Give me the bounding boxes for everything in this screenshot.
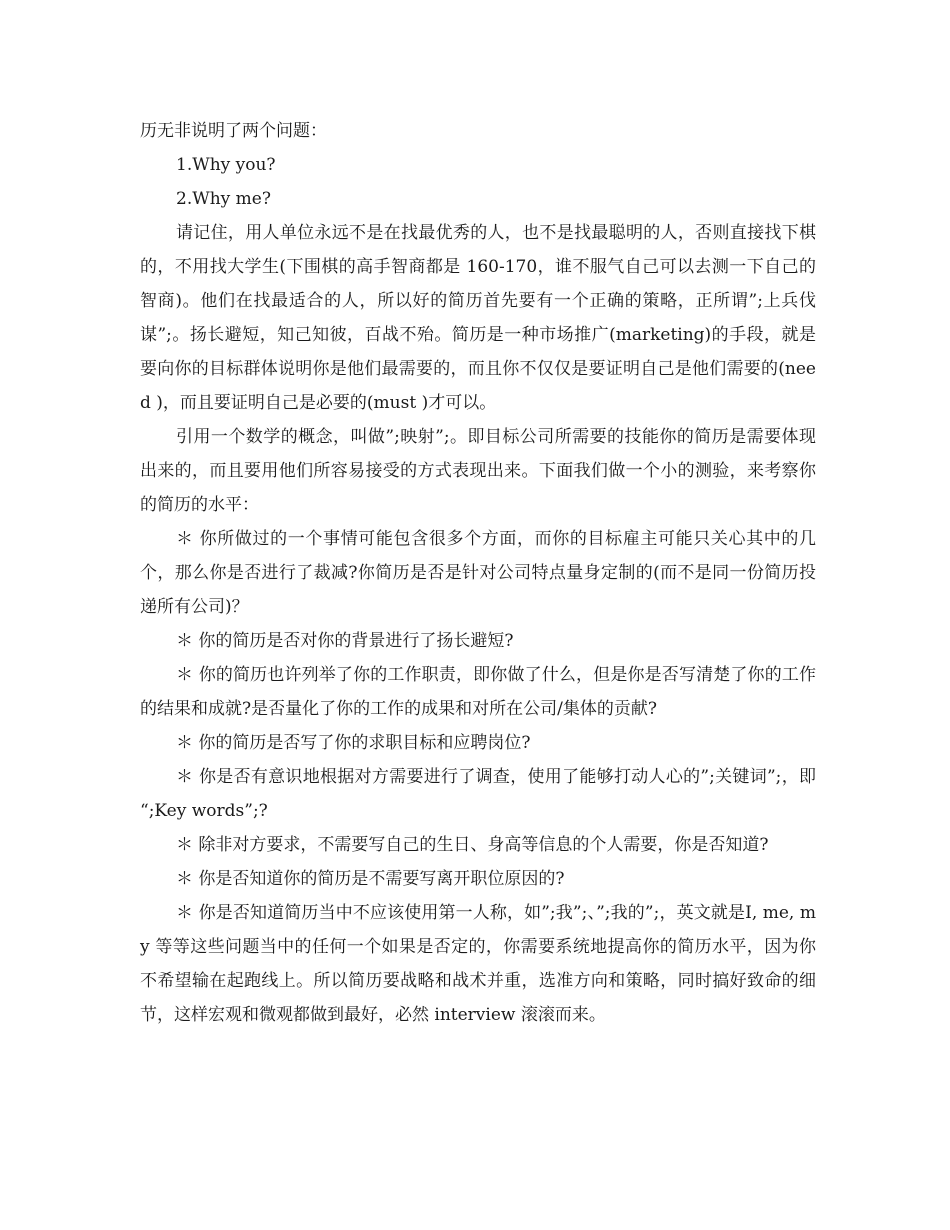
- paragraph-mapping: 引用一个数学的概念，叫做”;映射”;。即目标公司所需要的技能你的简历是需要体现出来的，而且要用他们所容易接受的方式表现出来。下面我们做一个小的测验，来考察你的简历的水平：: [140, 427, 816, 515]
- paragraph-remember: 请记住，用人单位永远不是在找最优秀的人，也不是找最聪明的人，否则直接找下棋的，不用找大学生(下围棋的高手智商都是 160-170，谁不服气自己可以去测一下自己的智商)。他们在找最适合的人，所以好的简历首先要有一个正确的策略，正所谓”;上兵伐谋”;。扬长避短，知己知彼，百战不殆。简历是一种市场推广(marketing)的手段，就是要向你的目标群体说明你是他们最需要的，而且你不仅仅是要证明自己是他们需要的(need )，而且要证明自己是必要的(must )才可以。: [140, 223, 816, 413]
- checklist-item-tailoring: ＊ 你所做过的一个事情可能包含很多个方面，而你的目标雇主可能只关心其中的几个，那么你是否进行了裁减?你简历是否是针对公司特点量身定制的(而不是同一份简历投递所有公司)？: [140, 529, 816, 617]
- checklist-item-leaving-reason: ＊ 你是否知道你的简历是不需要写离开职位原因的?: [176, 869, 565, 889]
- checklist-item-objective: ＊ 你的简历是否写了你的求职目标和应聘岗位?: [176, 733, 531, 753]
- checklist-item-achievements: ＊ 你的简历也许列举了你的工作职责，即你做了什么，但是你是否写清楚了你的工作的结果和成就?是否量化了你的工作的成果和对所在公司/集体的贡献?: [140, 665, 816, 719]
- paragraph-intro: 历无非说明了两个问题：: [140, 121, 327, 141]
- checklist-item-strengths: ＊ 你的简历是否对你的背景进行了扬长避短?: [176, 631, 514, 651]
- checklist-item-personal-info: ＊ 除非对方要求，不需要写自己的生日、身高等信息的个人需要，你是否知道?: [176, 835, 769, 855]
- checklist-item-first-person: ＊ 你是否知道简历当中不应该使用第一人称，如”;我”;、”;我的”;，英文就是I, me, my 等等这些问题当中的任何一个如果是否定的，你需要系统地提高你的简历水平，因为你不希望输在起跑线上。所以简历要战略和战术并重，选准方向和策略，同时搞好致命的细节，这样宏观和微观都做到最好，必然 interview 滚滚而来。: [140, 903, 816, 1025]
- list-item-why-me: 2.Why me?: [176, 189, 271, 209]
- checklist-item-keywords: ＊ 你是否有意识地根据对方需要进行了调查，使用了能够打动人心的”;关键词”;，即 “;Key words”;?: [140, 767, 816, 821]
- document-body: [140, 114, 816, 1032]
- list-item-why-you: 1.Why you?: [176, 155, 276, 175]
